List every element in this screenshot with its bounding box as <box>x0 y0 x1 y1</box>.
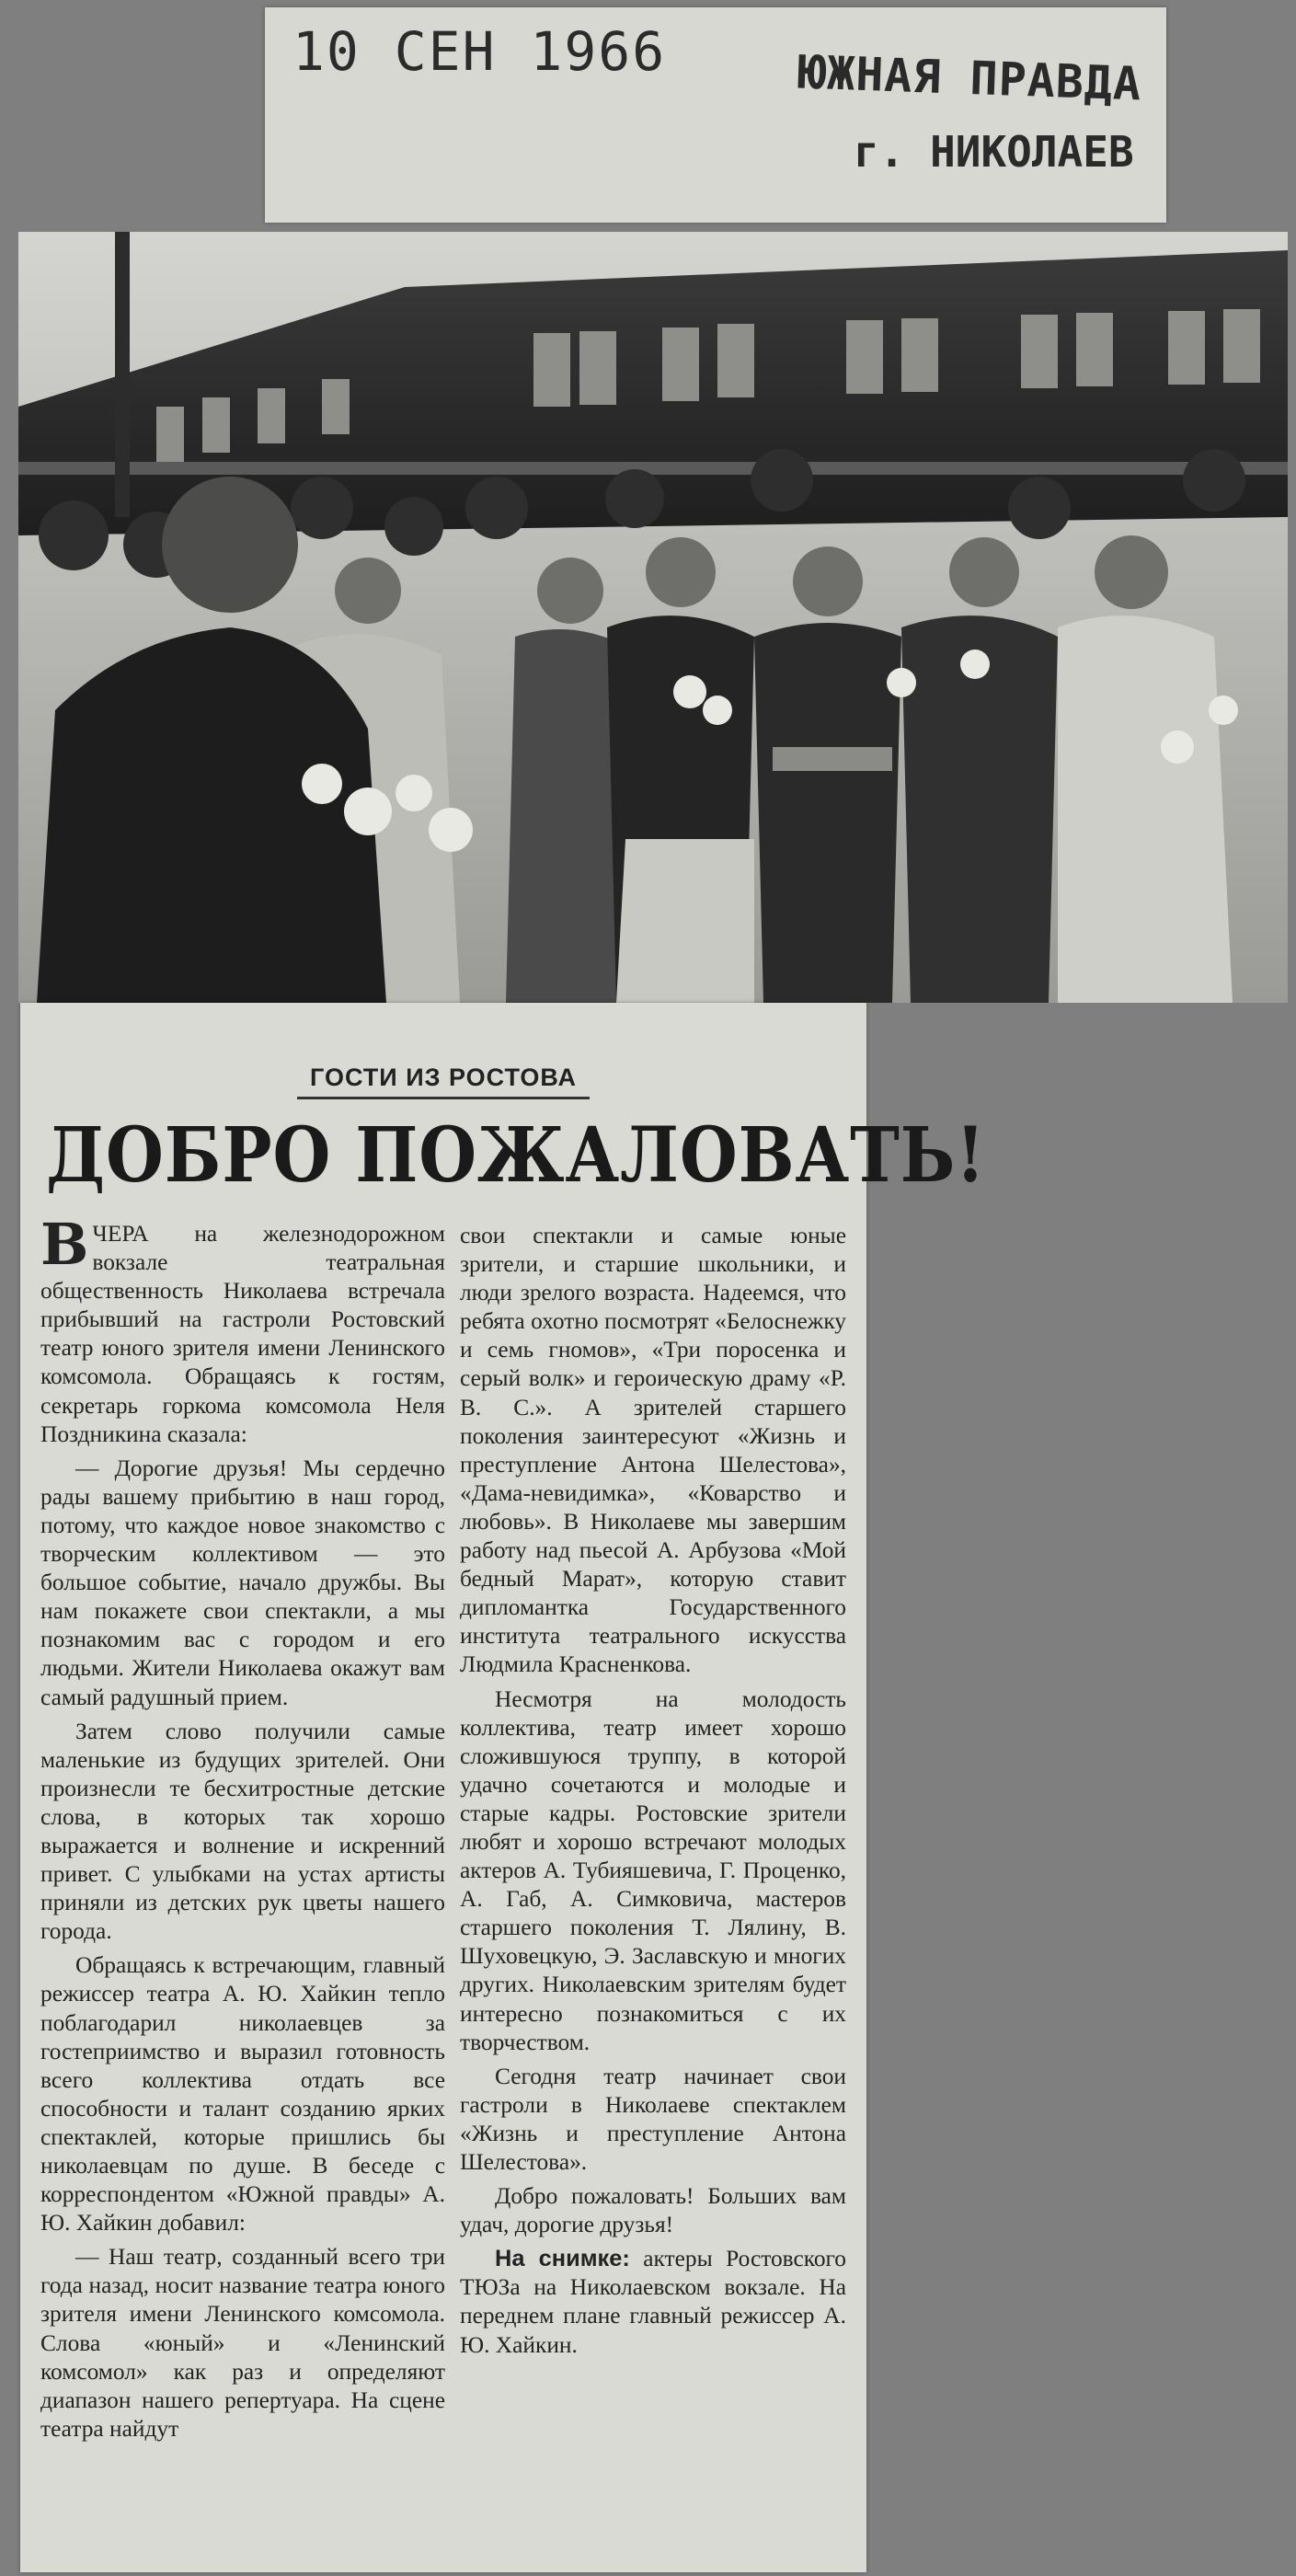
news-photo <box>18 232 1288 1003</box>
paragraph-text: ЧЕРА на железнодорожном вокзале театральная общественность Николаева встречала прибывший на гастроли Ростовский театр юного зрителя имени Ленинского комсомола. Обращаясь к гостям, секретарь горкома комсомола Неля Поздникина сказала: <box>40 1221 445 1447</box>
paragraph <box>40 1211 445 1449</box>
stamp-date: 10 СЕН 1966 <box>292 20 667 83</box>
paragraph: Затем слово получили самые маленькие из будущих зрителей. Они произнесли те бесхитростные детские слова, в которых так хорошо выражается и волнение и искренний привет. С улыбками на устах артисты приняли из детских рук цветы нашего города. <box>40 1718 445 1945</box>
paragraph: — Дорогие друзья! Мы сердечно рады вашему прибытию в наш город, потому, что каждое новое знакомство с творческим коллективом — это большое событие, начало дружбы. Вы нам покажете свои спектакли, а мы познакомим вас с городом и его людьми. Жители Николаева окажут вам самый радушный прием. <box>40 1455 445 1710</box>
dropcap: В <box>40 1211 89 1278</box>
photo-caption <box>460 2245 846 2359</box>
caption-text: актеры Ростовского ТЮЗа на Николаевском вокзале. На переднем плане главный режиссер А. Ю. Хайкин. <box>460 2246 846 2358</box>
paragraph: Добро пожаловать! Больших вам удач, дорогие друзья! <box>460 2183 846 2238</box>
paragraph: Сегодня театр начинает свои гастроли в Николаеве спектаклем «Жизнь и преступление Антона Шелестова». <box>460 2063 846 2175</box>
article-column-right <box>460 1222 846 2365</box>
rubric-text: ГОСТИ ИЗ РОСТОВА <box>297 1064 590 1099</box>
paragraph: свои спектакли и самые юные зрители, и старшие школьники, и люди зрелого возраста. Надеемся, что ребята охотно посмотрят «Белоснежку и семь гномов», «Три поросенка и серый волк» и героическую драму «Р. В. С.». А зрителей старшего поколения заинтересуют «Жизнь и преступление Антона Шелестова», «Дама-невидимка», «Коварство и любовь». В Николаеве мы завершим работу над пьесой А. Арбузова «Мой бедный Марат», которую ставит дипломантка Государственного института театрального искусства Людмила Красненкова. <box>460 1223 846 1678</box>
date-stamp-slip <box>265 7 1166 223</box>
article-headline: ДОБРО ПОЖАЛОВАТЬ! <box>46 1111 986 1200</box>
article-column-left <box>40 1211 445 2449</box>
article-rubric <box>20 1064 866 1092</box>
photo-illustration <box>18 232 1288 1003</box>
paragraph: — Наш театр, созданный всего три года назад, носит название театра юного зрителя имени Ленинского комсомола. Слова «юный» и «Ленинский комсомол» как раз и определяют диапазон нашего репертуара. На сцене театра найдут <box>40 2244 445 2442</box>
stamp-newspaper-name: ЮЖНАЯ ПРАВДА <box>797 45 1143 111</box>
caption-label: На снимке: <box>495 2246 630 2272</box>
paragraph: Несмотря на молодость коллектива, театр имеет хорошо сложившуюся труппу, в которой удачно сочетаются и молодые и старые кадры. Ростовские зрители любят и хорошо встречают молодых актеров А. Тубияшевича, Г. Проценко, А. Габ, А. Симковича, мастеров старшего поколения Т. Лялину, В. Шуховецкую, Э. Заславскую и многих других. Николаевским зрителям будет интересно познакомиться с их творчеством. <box>460 1685 846 2055</box>
stamp-city: г. НИКОЛАЕВ <box>854 127 1134 177</box>
article-clipping <box>20 1003 986 2572</box>
paragraph: Обращаясь к встречающим, главный режиссер театра А. Ю. Хайкин тепло поблагодарил николаевцев за гостеприимство и выразил готовность всего коллектива отдать все способности и талант созданию ярких спектаклей, которые пришлись бы николаевцам по душе. В беседе с корреспондентом «Южной правды» А. Ю. Хайкин добавил: <box>40 1952 445 2237</box>
